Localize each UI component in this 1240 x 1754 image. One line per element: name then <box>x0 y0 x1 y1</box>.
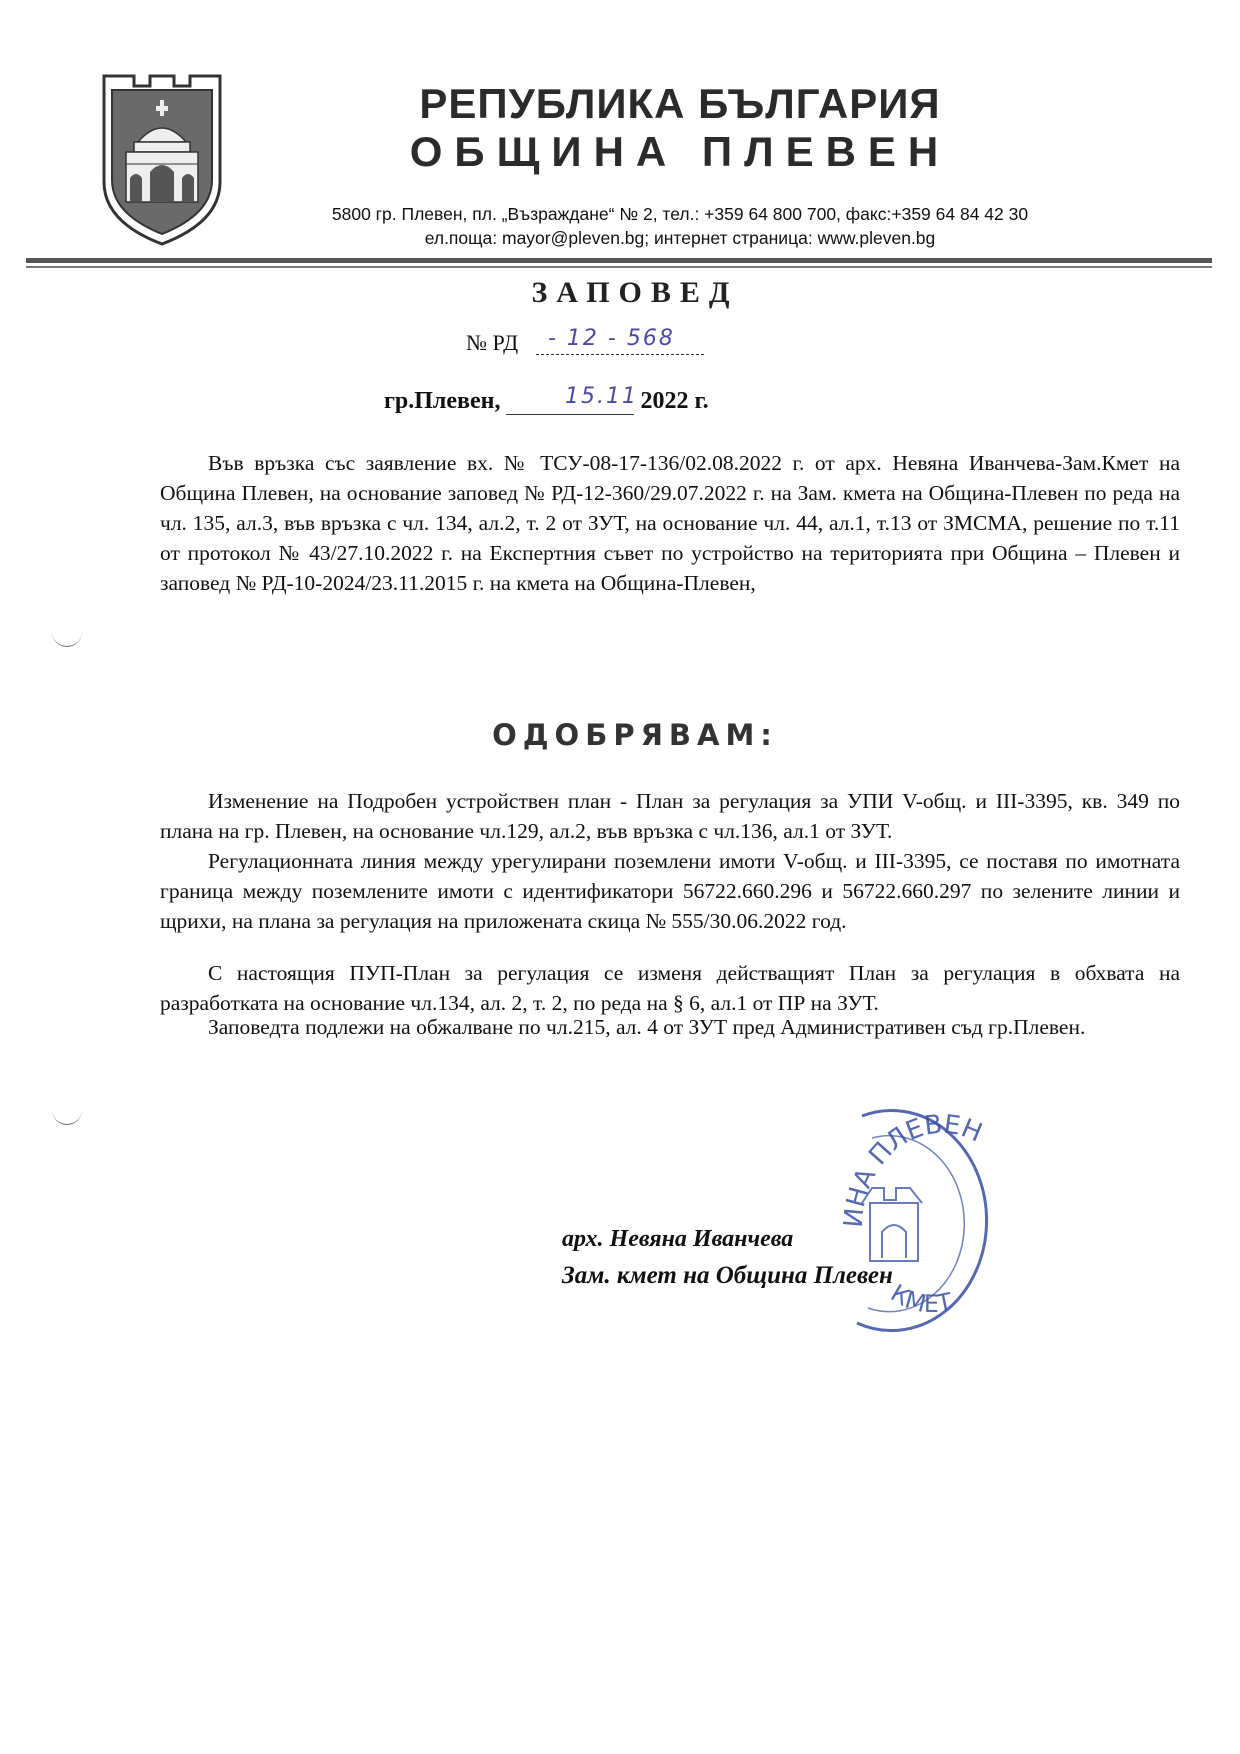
margin-mark <box>52 1110 82 1125</box>
order-title: ЗАПОВЕД <box>531 276 739 309</box>
stamp-text-bottom: КМЕТ <box>885 1278 955 1319</box>
date-handwritten: 15.11 <box>565 384 638 409</box>
signatory-position: Зам. кмет на Община Плевен <box>562 1262 893 1289</box>
header-divider-thin <box>26 266 1212 268</box>
contact-address: 5800 гр. Плевен, пл. „Възраждане“ № 2, тел.: +359 64 800 700, факс:+359 64 84 42 30 <box>331 204 1029 224</box>
order-number-blank <box>536 354 704 355</box>
intro-paragraph: Във връзка със заявление вх. № ТСУ-08-17-136/02.08.2022 г. от арх. Невяна Иванчева-Зам.Кмет на Община Плевен, на основание заповед № РД-12-360/29.07.2022 г. на Зам. кмета на Община-Плевен по реда на чл. 135, ал.3, във връзка с чл. 134, ал.2, т. 2 от ЗУТ, на основание чл. 44, ал.1, т.13 от ЗМСМА, решение по т.11 от протокол № 43/27.10.2022 г. на Експертния съвет по устройство на територията при Община – Плевен и заповед № РД-10-2024/23.11.2015 г. на кмета на Община-Плевен, <box>160 451 1180 595</box>
margin-mark <box>52 632 82 647</box>
body-paragraph: Регулационната линия между урегулирани поземлени имоти V-общ. и III-3395, се поставя по имотната граница между поземлените имоти с идентификатори 56722.660.296 и 56722.660.297 по зелените линии и щрихи, на плана за регулация на приложената скица № 555/30.06.2022 год. <box>160 849 1180 933</box>
place-prefix: гр.Плевен, <box>384 388 501 414</box>
body-paragraph: Изменение на Подробен устройствен план - План за регулация за УПИ V-общ. и III-3395, кв. 349 по плана на гр. Плевен, на основание чл.129, ал.2, във връзка с чл.136, ал.1 от ЗУТ. <box>160 789 1180 843</box>
official-stamp <box>832 1108 1032 1338</box>
place-date-line <box>384 388 709 415</box>
signatory-name: арх. Невяна Иванчева <box>562 1226 794 1252</box>
header-divider <box>26 258 1212 263</box>
order-number-handwritten: - 12 - 568 <box>548 326 675 351</box>
body-paragraph: Заповедта подлежи на обжалване по чл.215, ал. 4 от ЗУТ пред Административен съд гр.Плевен. <box>208 1015 1086 1039</box>
republic-title: РЕПУБЛИКА БЪЛГАРИЯ <box>419 80 941 127</box>
contact-web: ел.поща: mayor@pleven.bg; интернет страница: www.pleven.bg <box>424 228 936 248</box>
order-number-prefix: № РД <box>466 330 519 355</box>
stamp-text-top: ИНА ПЛЕВЕН <box>838 1109 987 1229</box>
year-suffix: 2022 г. <box>640 388 709 414</box>
approve-heading: ОДОБРЯВАМ: <box>492 718 778 752</box>
body-paragraph: С настоящия ПУП-План за регулация се изменя действащият План за регулация в обхвата на разработката на основание чл.134, ал. 2, т. 2, по реда на § 6, ал.1 от ПР на ЗУТ. <box>160 961 1180 1015</box>
municipality-title: ОБЩИНА ПЛЕВЕН <box>409 128 951 175</box>
svg-text:КМЕТ <box>886 1279 955 1318</box>
